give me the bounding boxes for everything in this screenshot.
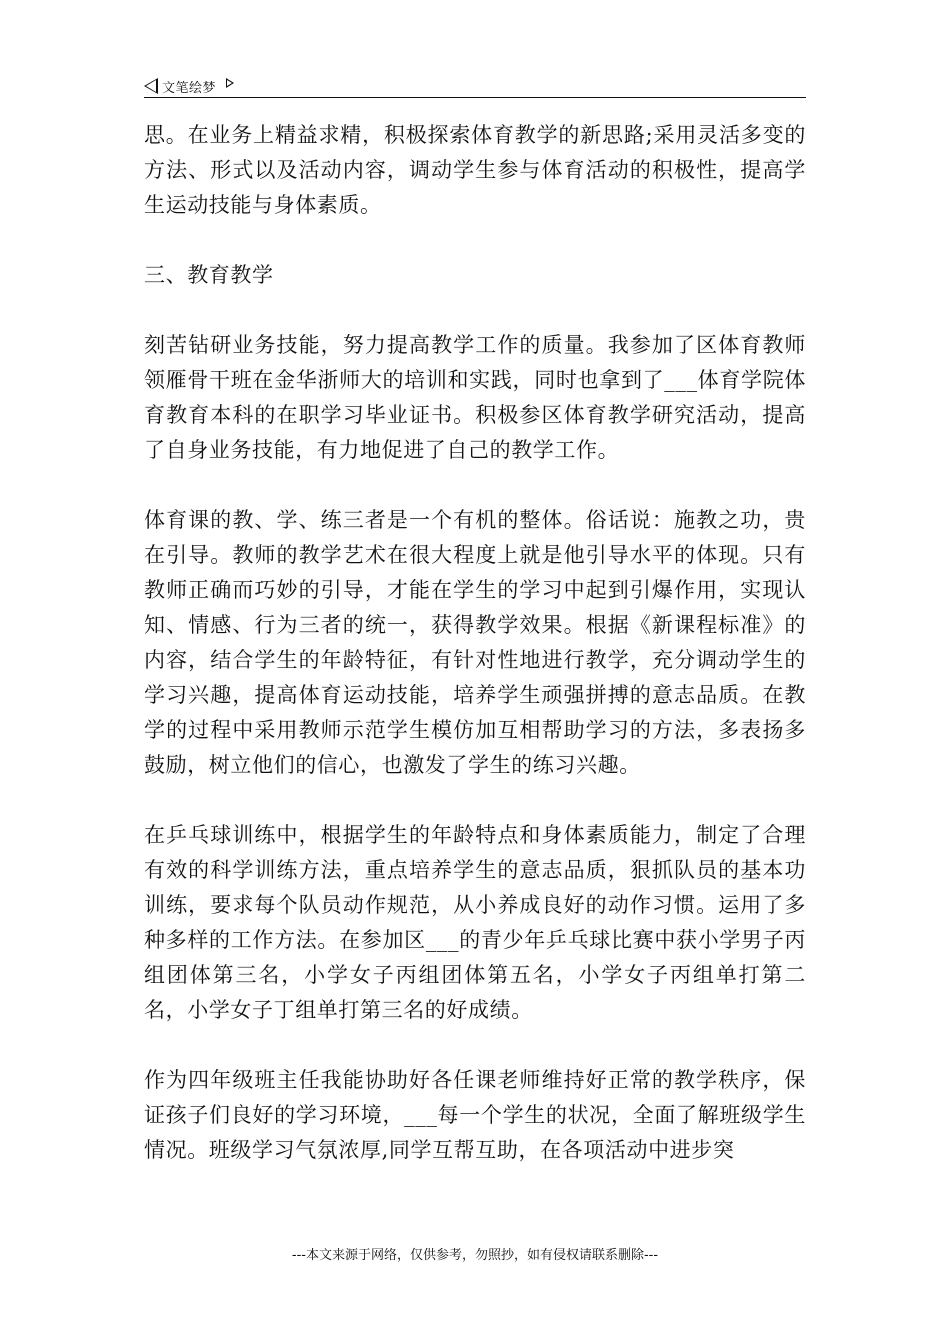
paragraph-gap	[144, 783, 806, 818]
paragraph-gap	[144, 468, 806, 503]
section-heading: 三、教育教学	[144, 263, 274, 287]
footer-notice: ---本文来源于网络，仅供参考，勿照抄，如有侵权请联系删除---	[291, 1248, 659, 1263]
document-body	[144, 118, 806, 1168]
paragraph-training: 刻苦钻研业务技能，努力提高教学工作的质量。我参加了区体育教师领雁骨干班在金华浙师大的培训和实践，同时也拿到了___体育学院体育教育本科的在职学习毕业证书。积极参区体育教学研究活动，提高了自身业务技能，有力地促进了自己的教学工作。	[144, 333, 806, 462]
paragraph-pe-teaching: 体育课的教、学、练三者是一个有机的整体。俗话说：施教之功，贵在引导。教师的教学艺术在很大程度上就是他引导水平的体现。只有教师正确而巧妙的引导，才能在学生的学习中起到引爆作用，实现认知、情感、行为三者的统一，获得教学效果。根据《新课程标准》的内容，结合学生的年龄特征，有针对性地进行教学，充分调动学生的学习兴趣，提高体育运动技能，培养学生顽强拼搏的意志品质。在教学的过程中采用教师示范学生模仿加互相帮助学习的方法，多表扬多鼓励，树立他们的信心，也激发了学生的练习兴趣。	[144, 508, 806, 777]
paragraph-gap	[144, 1028, 806, 1063]
triangle-left-icon	[144, 78, 158, 94]
paragraph-class-teacher: 作为四年级班主任我能协助好各任课老师维持好正常的教学秩序，保证孩子们良好的学习环境，___每一个学生的状况，全面了解班级学生情况。班级学习气氛浓厚,同学互帮互助，在各项活动中进步突	[144, 1068, 806, 1162]
header-brand: 文笔绘梦	[162, 80, 217, 96]
triangle-right-icon	[226, 78, 234, 88]
paragraph-table-tennis: 在乒乓球训练中，根据学生的年龄特点和身体素质能力，制定了合理有效的科学训练方法，重点培养学生的意志品质，狠抓队员的基本功训练，要求每个队员动作规范，从小养成良好的动作习惯。运用了多种多样的工作方法。在参加区___的青少年乒乓球比赛中获小学男子丙组团体第三名，小学女子丙组团体第五名，小学女子丙组单打第二名，小学女子丁组单打第三名的好成绩。	[144, 823, 806, 1022]
paragraph-continued-intro: 思。在业务上精益求精，积极探索体育教学的新思路;采用灵活多变的方法、形式以及活动内容，调动学生参与体育活动的积极性，提高学生运动技能与身体素质。	[144, 123, 806, 217]
paragraph-gap	[144, 223, 806, 258]
page-header	[144, 74, 806, 98]
paragraph-gap	[144, 293, 806, 328]
header-divider	[144, 97, 806, 98]
